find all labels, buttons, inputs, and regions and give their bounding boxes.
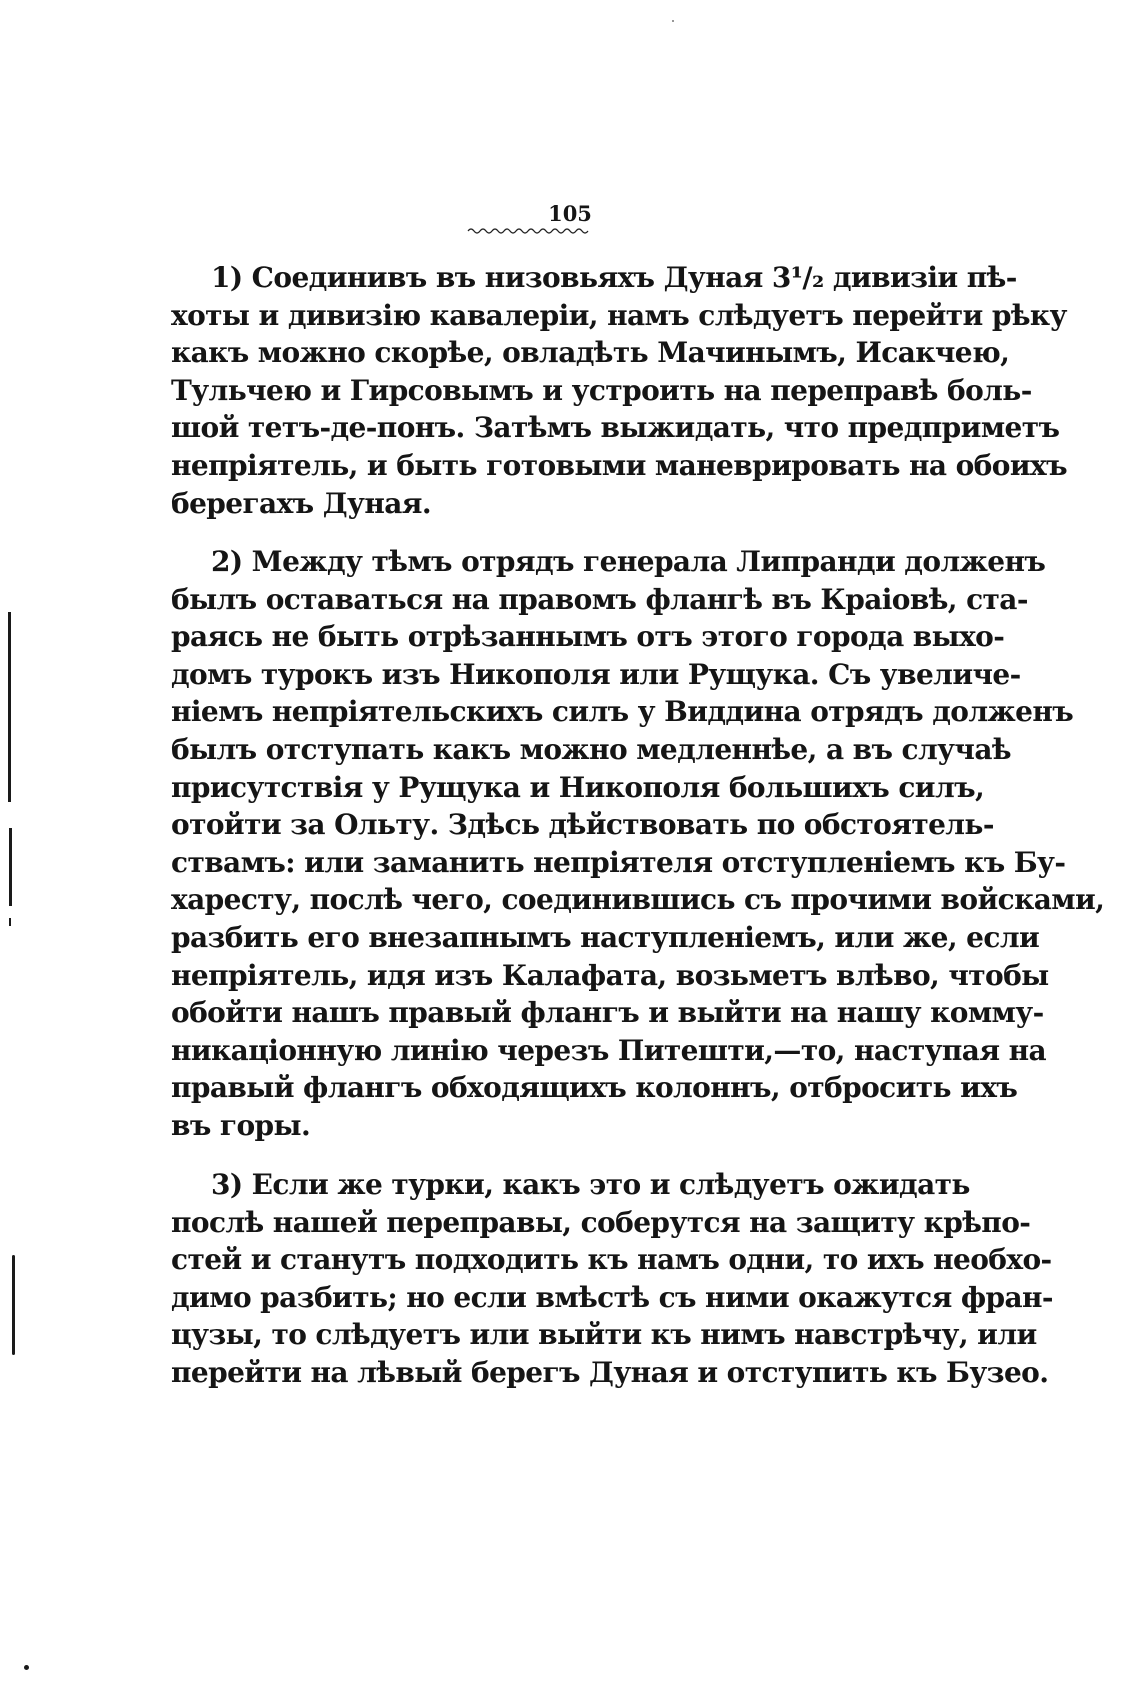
text-line: 3) Если же турки, какъ это и слѣдуетъ ожидать bbox=[211, 1168, 970, 1201]
text-line: обойти нашъ правый флангъ и выйти на нашу комму- bbox=[171, 996, 1044, 1030]
text-line: непріятель, и быть готовыми маневрировать на обоихъ bbox=[171, 448, 1067, 482]
text-line: Тульчею и Гирсовымъ и устроить на переправѣ боль- bbox=[171, 373, 1032, 407]
text-line: присутствія у Рущука и Никополя большихъ силъ, bbox=[171, 770, 985, 804]
scan-margin-mark bbox=[9, 918, 11, 926]
text-line: какъ можно скорѣе, овладѣть Мачинымъ, Исакчею, bbox=[171, 336, 1010, 370]
scan-margin-mark bbox=[24, 1665, 29, 1670]
text-line: разбить его внезапнымъ наступленіемъ, или же, если bbox=[171, 920, 1040, 954]
text-line: правый флангъ обходящихъ колоннъ, отбросить ихъ bbox=[171, 1071, 1018, 1105]
text-line: домъ турокъ изъ Никополя или Рущука. Съ увеличе- bbox=[171, 657, 1021, 691]
text-line: шой тетъ-де-понъ. Затѣмъ выжидать, что предприметъ bbox=[171, 411, 1060, 445]
text-line: берегахъ Дуная. bbox=[171, 486, 431, 520]
text-line: никаціонную линію черезъ Питешти,—то, наступая на bbox=[171, 1033, 1047, 1067]
text-line: хоты и дивизію кавалеріи, намъ слѣдуетъ перейти рѣку bbox=[171, 298, 1067, 332]
text-line: 1) Соединивъ въ низовьяхъ Дуная 3¹/₂ дивизіи пѣ- bbox=[211, 261, 1017, 294]
text-line: былъ отступать какъ можно медленнѣе, а въ случаѣ bbox=[171, 732, 1011, 766]
scan-margin-mark bbox=[12, 1255, 15, 1355]
text-line: былъ оставаться на правомъ флангѣ въ Краіовѣ, ста- bbox=[171, 582, 1028, 616]
text-line: въ горы. bbox=[171, 1108, 311, 1142]
text-line: ніемъ непріятельскихъ силъ у Виддина отрядъ долженъ bbox=[171, 695, 1074, 729]
text-line: отойти за Ольту. Здѣсь дѣйствовать по обстоятель- bbox=[171, 808, 994, 842]
page-number-ornament bbox=[466, 226, 590, 235]
text-line: раясь не быть отрѣзаннымъ отъ этого города выхо- bbox=[171, 620, 1005, 654]
text-line: димо разбить; но если вмѣстѣ съ ними окажутся фран- bbox=[171, 1280, 1053, 1314]
scan-margin-mark bbox=[672, 20, 674, 22]
text-line: харесту, послѣ чего, соединившись съ прочими войсками, bbox=[171, 883, 1105, 917]
scan-margin-mark bbox=[9, 828, 12, 906]
text-line: непріятель, идя изъ Калафата, возьметъ влѣво, чтобы bbox=[171, 958, 1049, 992]
text-line: стей и станутъ подходить къ намъ одни, то ихъ необхо- bbox=[171, 1243, 1052, 1277]
paragraph-1 bbox=[171, 259, 1067, 522]
page-number: 105 bbox=[548, 201, 592, 226]
scan-margin-mark bbox=[8, 612, 11, 802]
text-line: 2) Между тѣмъ отрядъ генерала Липранди долженъ bbox=[211, 545, 1046, 578]
paragraph-2 bbox=[171, 543, 1105, 1145]
paragraph-3 bbox=[171, 1166, 1053, 1392]
text-line: перейти на лѣвый берегъ Дуная и отступить къ Бузео. bbox=[171, 1355, 1049, 1389]
text-line: ствамъ: или заманить непріятеля отступленіемъ къ Бу- bbox=[171, 845, 1066, 879]
text-line: послѣ нашей переправы, соберутся на защиту крѣпо- bbox=[171, 1205, 1031, 1239]
text-line: цузы, то слѣдуетъ или выйти къ нимъ навстрѣчу, или bbox=[171, 1318, 1037, 1352]
